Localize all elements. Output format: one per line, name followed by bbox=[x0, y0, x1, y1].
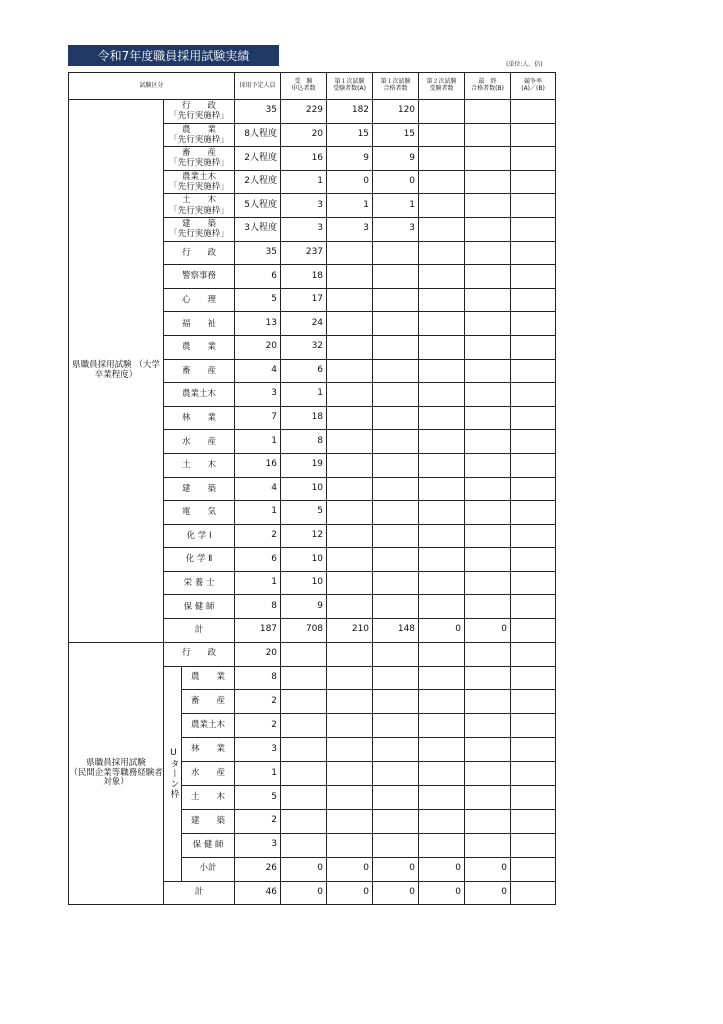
cell-ratio bbox=[511, 217, 556, 241]
cell-applicants: 10 bbox=[281, 571, 327, 595]
cell-empty bbox=[419, 690, 465, 714]
cell-second-takers bbox=[419, 571, 465, 595]
cell-ratio bbox=[511, 881, 556, 905]
cell-final-passed bbox=[465, 642, 511, 666]
cell-ratio bbox=[511, 123, 556, 147]
cell-empty bbox=[511, 738, 556, 762]
cell-second-takers bbox=[419, 100, 465, 124]
cell-second-takers bbox=[419, 241, 465, 265]
cell-first-passed: 0 bbox=[373, 170, 419, 194]
cell-second-takers bbox=[419, 524, 465, 548]
cell-planned: 2 bbox=[235, 524, 281, 548]
cell-empty bbox=[281, 833, 327, 857]
cell-empty bbox=[373, 738, 419, 762]
exam-category: 心 理 bbox=[164, 288, 235, 312]
exam-category: 農業土木 bbox=[182, 714, 235, 738]
cell-empty bbox=[281, 690, 327, 714]
cell-ratio bbox=[511, 383, 556, 407]
header-first-takers: 第１次試験 受験者数(A) bbox=[327, 73, 373, 100]
cell-planned: 2人程度 bbox=[235, 170, 281, 194]
cell-first-passed bbox=[373, 548, 419, 572]
cell-empty bbox=[511, 809, 556, 833]
cell-planned: 35 bbox=[235, 241, 281, 265]
table-row bbox=[69, 642, 556, 666]
cell-empty bbox=[511, 762, 556, 786]
cell-final-passed bbox=[465, 595, 511, 619]
exam-category: 土 木 bbox=[164, 453, 235, 477]
cell-second-takers bbox=[419, 501, 465, 525]
cell-first-passed bbox=[373, 501, 419, 525]
exam-category: 農業土木 「先行実施枠」 bbox=[164, 170, 235, 194]
cell-empty bbox=[373, 762, 419, 786]
cell-first-takers: 3 bbox=[327, 217, 373, 241]
cell-final-passed bbox=[465, 265, 511, 289]
cell-first-passed bbox=[373, 335, 419, 359]
cell-planned: 8 bbox=[235, 595, 281, 619]
cell-planned: 5人程度 bbox=[235, 194, 281, 218]
exam-category: 福 祉 bbox=[164, 312, 235, 336]
exam-category: 農 業 bbox=[164, 335, 235, 359]
cell-first-takers bbox=[327, 383, 373, 407]
cell-empty bbox=[511, 833, 556, 857]
cell-first-passed bbox=[373, 453, 419, 477]
cell-planned: 20 bbox=[235, 335, 281, 359]
cell-final-passed bbox=[465, 100, 511, 124]
cell-second-takers bbox=[419, 453, 465, 477]
cell-empty bbox=[327, 833, 373, 857]
cell-ratio bbox=[511, 194, 556, 218]
header-category: 試験区分 bbox=[69, 73, 235, 100]
cell-applicants: 229 bbox=[281, 100, 327, 124]
cell-final-passed bbox=[465, 406, 511, 430]
cell-planned: 2人程度 bbox=[235, 147, 281, 171]
cell-final-passed bbox=[465, 241, 511, 265]
cell-empty bbox=[511, 666, 556, 690]
cell-first-takers bbox=[327, 571, 373, 595]
cell-applicants: 708 bbox=[281, 619, 327, 643]
cell-second-takers bbox=[419, 288, 465, 312]
cell-final-passed bbox=[465, 312, 511, 336]
cell-planned: 2 bbox=[235, 714, 281, 738]
cell-first-passed bbox=[373, 265, 419, 289]
cell-empty bbox=[327, 690, 373, 714]
cell-ratio bbox=[511, 147, 556, 171]
cell-empty bbox=[419, 833, 465, 857]
cell-planned: 26 bbox=[235, 857, 281, 881]
group-label-university: 県職員採用試験 （大学卒業程度） bbox=[69, 100, 164, 643]
cell-planned: 8人程度 bbox=[235, 123, 281, 147]
cell-first-takers bbox=[327, 265, 373, 289]
exam-category: 行 政 bbox=[164, 241, 235, 265]
cell-first-takers bbox=[327, 595, 373, 619]
header-first-passed: 第１次試験 合格者数 bbox=[373, 73, 419, 100]
cell-applicants: 16 bbox=[281, 147, 327, 171]
cell-ratio bbox=[511, 595, 556, 619]
cell-first-takers: 9 bbox=[327, 147, 373, 171]
cell-applicants: 0 bbox=[281, 857, 327, 881]
exam-category: 土 木 「先行実施枠」 bbox=[164, 194, 235, 218]
cell-first-passed bbox=[373, 524, 419, 548]
cell-planned: 4 bbox=[235, 477, 281, 501]
cell-second-takers: 0 bbox=[419, 619, 465, 643]
cell-empty bbox=[327, 666, 373, 690]
cell-empty bbox=[327, 786, 373, 810]
cell-final-passed bbox=[465, 548, 511, 572]
cell-applicants bbox=[281, 642, 327, 666]
cell-final-passed bbox=[465, 359, 511, 383]
cell-first-takers: 0 bbox=[327, 881, 373, 905]
exam-category: 化 学 Ⅰ bbox=[164, 524, 235, 548]
cell-applicants: 10 bbox=[281, 477, 327, 501]
cell-final-passed bbox=[465, 335, 511, 359]
cell-empty bbox=[281, 809, 327, 833]
cell-ratio bbox=[511, 501, 556, 525]
cell-final-passed bbox=[465, 477, 511, 501]
cell-ratio bbox=[511, 312, 556, 336]
cell-empty bbox=[281, 666, 327, 690]
cell-first-takers bbox=[327, 501, 373, 525]
exam-category: 保 健 師 bbox=[164, 595, 235, 619]
cell-first-passed: 15 bbox=[373, 123, 419, 147]
cell-applicants: 0 bbox=[281, 881, 327, 905]
exam-category: 化 学 Ⅱ bbox=[164, 548, 235, 572]
cell-planned: 20 bbox=[235, 642, 281, 666]
cell-applicants: 3 bbox=[281, 194, 327, 218]
cell-first-passed bbox=[373, 241, 419, 265]
cell-planned: 4 bbox=[235, 359, 281, 383]
cell-first-passed bbox=[373, 359, 419, 383]
header-row bbox=[69, 73, 556, 100]
cell-second-takers bbox=[419, 312, 465, 336]
cell-ratio bbox=[511, 100, 556, 124]
cell-second-takers: 0 bbox=[419, 857, 465, 881]
cell-planned: 3人程度 bbox=[235, 217, 281, 241]
cell-second-takers bbox=[419, 170, 465, 194]
cell-empty bbox=[511, 786, 556, 810]
cell-applicants: 12 bbox=[281, 524, 327, 548]
exam-category: 畜 産 「先行実施枠」 bbox=[164, 147, 235, 171]
cell-planned: 3 bbox=[235, 383, 281, 407]
cell-empty bbox=[327, 762, 373, 786]
cell-planned: 3 bbox=[235, 833, 281, 857]
exam-category: 畜 産 bbox=[182, 690, 235, 714]
cell-empty bbox=[511, 714, 556, 738]
uturn-label: Uターン枠 bbox=[164, 666, 182, 881]
cell-planned: 46 bbox=[235, 881, 281, 905]
cell-ratio bbox=[511, 406, 556, 430]
header-ratio: 競争率 (A)／(B) bbox=[511, 73, 556, 100]
total-label: 計 bbox=[164, 619, 235, 643]
cell-first-takers bbox=[327, 548, 373, 572]
cell-first-takers bbox=[327, 430, 373, 454]
cell-first-takers bbox=[327, 477, 373, 501]
cell-second-takers bbox=[419, 265, 465, 289]
total-label: 計 bbox=[164, 881, 235, 905]
cell-second-takers bbox=[419, 595, 465, 619]
cell-first-takers bbox=[327, 359, 373, 383]
cell-applicants: 6 bbox=[281, 359, 327, 383]
cell-second-takers bbox=[419, 359, 465, 383]
cell-first-passed: 1 bbox=[373, 194, 419, 218]
cell-applicants: 17 bbox=[281, 288, 327, 312]
cell-empty bbox=[373, 690, 419, 714]
cell-second-takers bbox=[419, 430, 465, 454]
cell-first-passed bbox=[373, 406, 419, 430]
cell-first-passed bbox=[373, 288, 419, 312]
cell-first-passed bbox=[373, 312, 419, 336]
cell-planned: 3 bbox=[235, 738, 281, 762]
cell-empty bbox=[419, 714, 465, 738]
cell-first-passed bbox=[373, 571, 419, 595]
cell-first-passed bbox=[373, 477, 419, 501]
cell-planned: 1 bbox=[235, 501, 281, 525]
cell-empty bbox=[373, 833, 419, 857]
cell-planned: 2 bbox=[235, 809, 281, 833]
cell-first-takers: 0 bbox=[327, 857, 373, 881]
cell-empty bbox=[373, 666, 419, 690]
header-planned: 採用予定人員 bbox=[235, 73, 281, 100]
cell-first-passed: 120 bbox=[373, 100, 419, 124]
cell-first-takers bbox=[327, 406, 373, 430]
cell-applicants: 5 bbox=[281, 501, 327, 525]
cell-final-passed bbox=[465, 170, 511, 194]
cell-planned: 6 bbox=[235, 548, 281, 572]
cell-applicants: 10 bbox=[281, 548, 327, 572]
cell-applicants: 9 bbox=[281, 595, 327, 619]
cell-applicants: 1 bbox=[281, 170, 327, 194]
cell-planned: 35 bbox=[235, 100, 281, 124]
cell-first-passed bbox=[373, 383, 419, 407]
cell-second-takers bbox=[419, 147, 465, 171]
cell-empty bbox=[465, 690, 511, 714]
exam-category: 栄 養 士 bbox=[164, 571, 235, 595]
exam-category: 林 業 bbox=[164, 406, 235, 430]
cell-ratio bbox=[511, 265, 556, 289]
cell-empty bbox=[281, 738, 327, 762]
cell-empty bbox=[281, 714, 327, 738]
cell-empty bbox=[465, 786, 511, 810]
cell-first-passed: 3 bbox=[373, 217, 419, 241]
cell-ratio bbox=[511, 430, 556, 454]
exam-category: 電 気 bbox=[164, 501, 235, 525]
cell-planned: 2 bbox=[235, 690, 281, 714]
cell-empty bbox=[373, 786, 419, 810]
cell-empty bbox=[511, 690, 556, 714]
cell-second-takers bbox=[419, 477, 465, 501]
subtotal-label: 小計 bbox=[182, 857, 235, 881]
cell-applicants: 19 bbox=[281, 453, 327, 477]
table-row bbox=[69, 100, 556, 124]
cell-empty bbox=[419, 809, 465, 833]
cell-final-passed bbox=[465, 524, 511, 548]
cell-applicants: 8 bbox=[281, 430, 327, 454]
cell-first-passed bbox=[373, 595, 419, 619]
exam-category: 水 産 bbox=[182, 762, 235, 786]
cell-first-takers: 1 bbox=[327, 194, 373, 218]
cell-first-takers: 0 bbox=[327, 170, 373, 194]
cell-empty bbox=[373, 809, 419, 833]
cell-applicants: 24 bbox=[281, 312, 327, 336]
cell-ratio bbox=[511, 642, 556, 666]
cell-final-passed bbox=[465, 194, 511, 218]
cell-applicants: 1 bbox=[281, 383, 327, 407]
cell-first-takers: 182 bbox=[327, 100, 373, 124]
cell-empty bbox=[281, 762, 327, 786]
cell-second-takers: 0 bbox=[419, 881, 465, 905]
cell-planned: 1 bbox=[235, 762, 281, 786]
cell-empty bbox=[465, 714, 511, 738]
unit-note: (単位:人、倍) bbox=[506, 61, 543, 68]
header-applicants: 受 験 申込者数 bbox=[281, 73, 327, 100]
group-label-experienced: 県職員採用試験 （民間企業等職務経験者対象） bbox=[69, 642, 164, 905]
exam-category: 行 政 bbox=[164, 642, 235, 666]
cell-empty bbox=[327, 714, 373, 738]
cell-ratio bbox=[511, 619, 556, 643]
cell-ratio bbox=[511, 335, 556, 359]
exam-category: 警察事務 bbox=[164, 265, 235, 289]
exam-category: 建 築 bbox=[164, 477, 235, 501]
cell-planned: 16 bbox=[235, 453, 281, 477]
cell-planned: 5 bbox=[235, 786, 281, 810]
cell-empty bbox=[419, 666, 465, 690]
cell-final-passed bbox=[465, 430, 511, 454]
cell-first-takers bbox=[327, 642, 373, 666]
cell-empty bbox=[327, 809, 373, 833]
cell-first-passed: 148 bbox=[373, 619, 419, 643]
cell-final-passed bbox=[465, 217, 511, 241]
exam-category: 農 業 「先行実施枠」 bbox=[164, 123, 235, 147]
cell-empty bbox=[419, 762, 465, 786]
cell-applicants: 32 bbox=[281, 335, 327, 359]
cell-ratio bbox=[511, 453, 556, 477]
cell-first-passed bbox=[373, 430, 419, 454]
cell-final-passed bbox=[465, 383, 511, 407]
cell-final-passed bbox=[465, 147, 511, 171]
cell-first-passed bbox=[373, 642, 419, 666]
cell-planned: 7 bbox=[235, 406, 281, 430]
cell-empty bbox=[327, 738, 373, 762]
cell-first-takers bbox=[327, 312, 373, 336]
cell-second-takers bbox=[419, 335, 465, 359]
header-final-passed: 最 終 合格者数(B) bbox=[465, 73, 511, 100]
cell-empty bbox=[373, 714, 419, 738]
cell-planned: 1 bbox=[235, 430, 281, 454]
exam-category: 畜 産 bbox=[164, 359, 235, 383]
cell-first-passed: 0 bbox=[373, 881, 419, 905]
cell-second-takers bbox=[419, 123, 465, 147]
exam-category: 林 業 bbox=[182, 738, 235, 762]
cell-empty bbox=[465, 762, 511, 786]
cell-first-takers bbox=[327, 335, 373, 359]
cell-applicants: 18 bbox=[281, 265, 327, 289]
page-title: 令和7年度職員採用試験実績 bbox=[68, 45, 279, 66]
cell-applicants: 237 bbox=[281, 241, 327, 265]
cell-ratio bbox=[511, 524, 556, 548]
exam-category: 土 木 bbox=[182, 786, 235, 810]
cell-applicants: 18 bbox=[281, 406, 327, 430]
cell-final-passed bbox=[465, 453, 511, 477]
cell-final-passed bbox=[465, 571, 511, 595]
cell-empty bbox=[465, 666, 511, 690]
cell-ratio bbox=[511, 288, 556, 312]
exam-category: 農業土木 bbox=[164, 383, 235, 407]
cell-first-takers bbox=[327, 453, 373, 477]
cell-ratio bbox=[511, 241, 556, 265]
cell-ratio bbox=[511, 571, 556, 595]
exam-category: 建 築 bbox=[182, 809, 235, 833]
exam-category: 行 政 「先行実施枠」 bbox=[164, 100, 235, 124]
cell-empty bbox=[281, 786, 327, 810]
cell-ratio bbox=[511, 359, 556, 383]
cell-second-takers bbox=[419, 194, 465, 218]
cell-planned: 5 bbox=[235, 288, 281, 312]
exam-category: 建 築 「先行実施枠」 bbox=[164, 217, 235, 241]
cell-empty bbox=[465, 833, 511, 857]
cell-ratio bbox=[511, 170, 556, 194]
cell-first-passed: 9 bbox=[373, 147, 419, 171]
cell-second-takers bbox=[419, 406, 465, 430]
cell-empty bbox=[419, 786, 465, 810]
cell-second-takers bbox=[419, 217, 465, 241]
cell-ratio bbox=[511, 548, 556, 572]
cell-applicants: 3 bbox=[281, 217, 327, 241]
cell-first-takers bbox=[327, 288, 373, 312]
cell-final-passed: 0 bbox=[465, 881, 511, 905]
cell-first-takers bbox=[327, 524, 373, 548]
exam-category: 農 業 bbox=[182, 666, 235, 690]
cell-planned: 6 bbox=[235, 265, 281, 289]
cell-applicants: 20 bbox=[281, 123, 327, 147]
exam-results-table bbox=[68, 72, 556, 905]
cell-planned: 187 bbox=[235, 619, 281, 643]
cell-empty bbox=[419, 738, 465, 762]
cell-final-passed: 0 bbox=[465, 619, 511, 643]
cell-final-passed bbox=[465, 288, 511, 312]
cell-planned: 13 bbox=[235, 312, 281, 336]
cell-final-passed bbox=[465, 123, 511, 147]
cell-empty bbox=[465, 738, 511, 762]
cell-empty bbox=[465, 809, 511, 833]
cell-second-takers bbox=[419, 383, 465, 407]
header-second-takers: 第２次試験 受験者数 bbox=[419, 73, 465, 100]
cell-ratio bbox=[511, 477, 556, 501]
cell-second-takers bbox=[419, 548, 465, 572]
cell-final-passed: 0 bbox=[465, 857, 511, 881]
cell-first-passed: 0 bbox=[373, 857, 419, 881]
cell-first-takers: 210 bbox=[327, 619, 373, 643]
cell-first-takers: 15 bbox=[327, 123, 373, 147]
cell-second-takers bbox=[419, 642, 465, 666]
exam-category: 水 産 bbox=[164, 430, 235, 454]
exam-category: 保 健 師 bbox=[182, 833, 235, 857]
cell-first-takers bbox=[327, 241, 373, 265]
cell-planned: 1 bbox=[235, 571, 281, 595]
cell-ratio bbox=[511, 857, 556, 881]
cell-planned: 8 bbox=[235, 666, 281, 690]
cell-final-passed bbox=[465, 501, 511, 525]
